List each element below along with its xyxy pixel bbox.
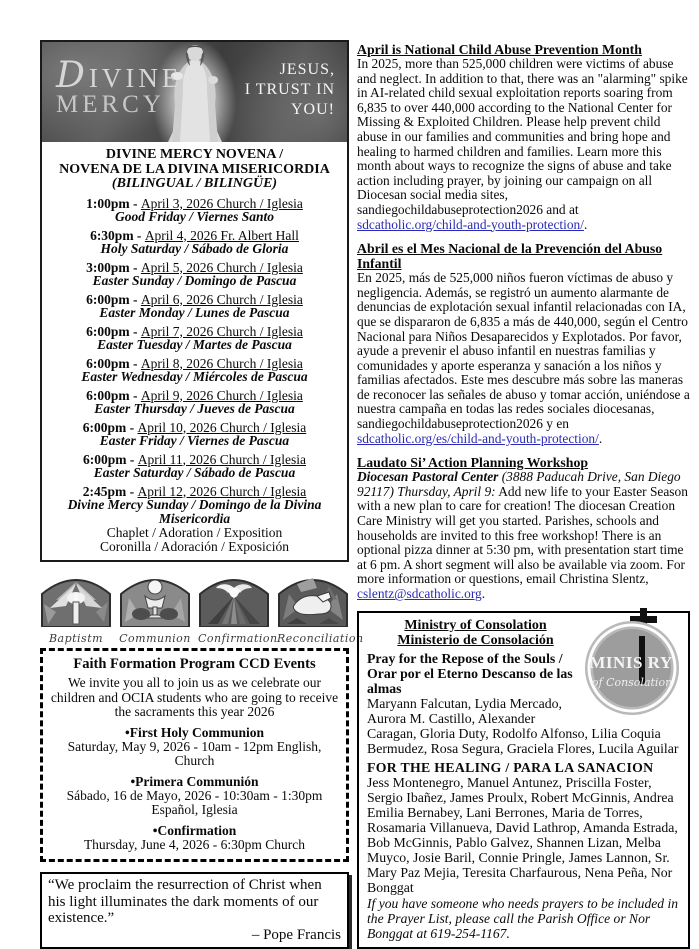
body-text: Add new life to your Easter Season with a new plan to care for creation! The diocesan Creation Care Ministry will get you started. Parishes, schools and households are invited to this free workshop! There is an optional pizza dinner at 5:30 pm, with presentation start time at 6 pm. A short segment will also be available via zoom. For more information or questions, email Christina Slentz, xyxy=(357,483,688,587)
novena-day-name: Holy Saturday / Sábado de Gloria xyxy=(100,241,289,256)
novena-time: 6:00pm - xyxy=(86,387,141,403)
novena-where: April 7, 2026 Church / Iglesia xyxy=(140,323,303,339)
ccd-event xyxy=(49,726,340,769)
right-column xyxy=(357,42,690,949)
novena-where: April 11, 2026 Church / Iglesia xyxy=(137,451,306,467)
ministry-title-en: Ministry of Consolation xyxy=(404,617,547,633)
banner-title-rest: IVINE xyxy=(88,63,183,93)
pope-quote-box xyxy=(40,872,349,949)
novena-item xyxy=(46,261,343,288)
banner-title-d: D xyxy=(56,55,89,96)
novena-day-name: Divine Mercy Sunday / Domingo de la Divina Misericordia xyxy=(67,497,322,526)
novena-item xyxy=(46,293,343,320)
novena-day-name: Easter Monday / Lunes de Pascua xyxy=(99,305,290,320)
ccd-event-detail: Saturday, May 9, 2026 - 10am - 12pm English, Church xyxy=(67,738,322,768)
novena-day-name: Easter Sunday / Domingo de Pascua xyxy=(92,273,297,288)
novena-day-name: Easter Friday / Viernes de Pascua xyxy=(99,433,290,448)
novena-item xyxy=(46,421,343,448)
novena-item xyxy=(46,389,343,416)
ccd-title: Faith Formation Program CCD Events xyxy=(73,656,316,672)
motto-line2: I TRUST IN xyxy=(244,81,335,98)
novena-where: April 10, 2026 Church / Iglesia xyxy=(137,419,307,435)
novena-item xyxy=(46,453,343,480)
ministry-of-consolation-logo-icon xyxy=(582,606,682,718)
novena-footer-es: Coronilla / Adoración / Exposición xyxy=(100,538,289,554)
novena-time: 2:45pm - xyxy=(82,483,138,499)
sacrament-baptism xyxy=(40,574,112,645)
novena-time: 1:00pm - xyxy=(86,195,141,211)
consolation-logo-area xyxy=(584,618,680,722)
novena-day-name: Easter Tuesday / Martes de Pascua xyxy=(97,337,292,352)
ccd-event-name: •First Holy Communion xyxy=(125,724,264,740)
novena-title-line3: (BILINGUAL / BILINGÜE) xyxy=(111,176,278,191)
section-laudato-si-workshop xyxy=(357,455,690,601)
novena-where: April 12, 2026 Church / Iglesia xyxy=(137,483,307,499)
repose-names-list: Maryann Falcutan, Lydia Mercado, Aurora M. Castillo, Alexander Caragan, Gloria Duty, Rodolfo Alfonso, Lilia Coquia Bermudez, Rosa Segura, Graciela Flores, Lucila Aguilar xyxy=(367,695,679,756)
novena-where: April 8, 2026 Church / Iglesia xyxy=(140,355,303,371)
communion-label: Communion xyxy=(119,632,191,645)
sacrament-confirmation xyxy=(198,574,278,645)
section-child-abuse-prevention-en xyxy=(357,42,690,232)
baptism-label: Baptistm xyxy=(48,632,104,645)
novena-time: 6:00pm - xyxy=(86,291,141,307)
child-youth-protection-es-link[interactable]: sdcatholic.org/es/child-and-youth-protection/ xyxy=(357,430,599,446)
reconciliation-label: Reconciliation xyxy=(277,632,364,645)
novena-where: April 4, 2026 Fr. Albert Hall xyxy=(144,227,299,243)
ministry-title-es: Ministerio de Consolación xyxy=(397,633,554,649)
novena-footer-en: Chaplet / Adoration / Exposition xyxy=(106,525,283,540)
ccd-intro: We invite you all to join us as we celebrate our children and OCIA students who are going to receive the sacraments this year 2026 xyxy=(50,675,339,719)
novena-time: 6:00pm - xyxy=(86,323,141,339)
novena-day-name: Good Friday / Viernes Santo xyxy=(114,209,275,224)
sacrament-windows-row xyxy=(40,574,364,645)
reconciliation-window-icon xyxy=(277,574,349,627)
body-text: En 2025, más de 525,000 niños fueron víctimas de abuso y negligencia. Además, se registró un aumento alarmante de denuncias de explotación sexual infantil relacionadas con IA, que se dispararon de 6,835 a más de 440,000, según el Centro Nacional para Niños Desaparecidos y Explotados. Por favor, ayude a prevenir el abuso infantil en nuestras familias y comunidades y aporte esperanza y sanación a los niños y familias afectados. Este mes descubre más sobre las maneras de reconocer las señales de abuso y tomar acción, uniéndose a nuestra campaña en todas las redes sociales diocesanas, sandiegochildabuseprotection2026 y en xyxy=(357,270,690,432)
banner-title-line2: MERCY xyxy=(56,91,165,118)
confirmation-label: Confirmation xyxy=(198,632,278,645)
novena-item xyxy=(46,485,343,526)
novena-day-name: Easter Thursday / Jueves de Pascua xyxy=(94,401,295,416)
novena-time: 3:00pm - xyxy=(86,259,141,275)
ccd-event-name: •Primera Communión xyxy=(130,773,259,789)
section-body xyxy=(357,57,690,232)
ccd-event-name: •Confirmation xyxy=(152,822,237,838)
novena-footer xyxy=(46,526,343,553)
ccd-event xyxy=(49,824,340,853)
novena-title-line2: NOVENA DE LA DIVINA MISERICORDIA xyxy=(59,161,330,177)
baptism-window-icon xyxy=(40,574,112,627)
novena-title xyxy=(46,148,343,192)
divine-mercy-novena-box xyxy=(40,40,349,562)
novena-item xyxy=(46,357,343,384)
ministry-of-consolation-box xyxy=(357,611,690,949)
section-heading: Laudato Si’ Action Planning Workshop xyxy=(357,455,589,471)
motto-line1: JESUS, xyxy=(279,61,335,78)
sacrament-reconciliation xyxy=(277,574,364,645)
banner-motto xyxy=(245,60,335,120)
divine-mercy-banner-image xyxy=(42,42,347,142)
quote-attribution: – Pope Francis xyxy=(251,926,341,943)
child-youth-protection-link[interactable]: sdcatholic.org/child-and-youth-protection/ xyxy=(357,216,584,232)
ccd-event xyxy=(49,775,340,818)
body-text-after: . xyxy=(598,430,603,446)
novena-day-name: Easter Wednesday / Miércoles de Pascua xyxy=(81,369,308,384)
novena-time: 6:00pm - xyxy=(82,419,138,435)
novena-where: April 3, 2026 Church / Iglesia xyxy=(140,195,303,211)
prayer-list-note: If you have someone who needs prayers to be included in the Prayer List, please call the Parish Office or Nor Bonggat at 619-254-1167. xyxy=(367,895,679,941)
healing-names-list: Jess Montenegro, Manuel Antunez, Priscilla Foster, Sergio Ibañez, James Proulx, Robert McGinnis, Andrea Emilia Bernabey, Lani Berrones, Maria de Torres, Rosamaria Villanueva, David Lathrop, Amanda Estrada, Bob McGinnis, Pablo Galvez, Shannen Lizan, Melba Muyco, Josie Baril, Connie Pringle, James Lannon, Sr. Mary Paz Mejia, Teresita Charfaurous, Nena Peña, Nor Bonggat xyxy=(367,774,678,895)
repose-heading: Pray for the Repose of the Souls / Orar por el Eterno Descanso de las almas xyxy=(367,650,573,696)
section-body xyxy=(357,271,690,446)
section-heading: April is National Child Abuse Prevention Month xyxy=(357,42,642,57)
ccd-event-detail: Thursday, June 4, 2026 - 6:30pm Church xyxy=(83,836,306,852)
healing-heading: FOR THE HEALING / PARA LA SANACION xyxy=(367,759,654,775)
novena-where: April 5, 2026 Church / Iglesia xyxy=(140,259,303,275)
email-link[interactable]: cslentz@sdcatholic.org xyxy=(357,586,482,601)
novena-time: 6:00pm - xyxy=(86,355,141,371)
novena-item xyxy=(46,229,343,256)
novena-schedule xyxy=(42,142,347,560)
svg-text:MINIS RY: MINIS RY xyxy=(589,652,673,672)
novena-time: 6:30pm - xyxy=(90,227,145,243)
ccd-event-detail: Sábado, 16 de Mayo, 2026 - 10:30am - 1:30pm Español, Iglesia xyxy=(66,787,323,817)
communion-window-icon xyxy=(119,574,191,627)
body-text: In 2025, more than 525,000 children were victims of abuse and neglect. In addition to that, there was an "alarming" spike in AI-related child sexual exploitation reports soaring from 6,835 to over 440,000 according to the National Center for Missing & Exploited Children. Please help prevent child abuse in our families and communities and bring hope and healing to harmed children and families. Learn more this month about ways to recognize the signs of abuse and take action including prayer, by joining our campaign on all Diocesan social media sites, sandiegochildabuseprotection2026 and at xyxy=(357,56,688,217)
left-column xyxy=(40,40,364,949)
venue-name: Diocesan Pastoral Center xyxy=(357,469,499,485)
section-body xyxy=(357,470,690,601)
novena-where: April 9, 2026 Church / Iglesia xyxy=(140,387,303,403)
motto-line3: YOU! xyxy=(291,101,335,118)
novena-where: April 6, 2026 Church / Iglesia xyxy=(140,291,303,307)
banner-title xyxy=(56,55,183,118)
confirmation-window-icon xyxy=(198,574,270,627)
section-heading: Abril es el Mes Nacional de la Prevención del Abuso Infantil xyxy=(357,241,663,272)
quote-text: “We proclaim the resurrection of Christ when his light illuminates the dark moments of our existence.” xyxy=(48,877,322,926)
novena-day-name: Easter Saturday / Sábado de Pascua xyxy=(93,465,296,480)
novena-item xyxy=(46,325,343,352)
novena-time: 6:00pm - xyxy=(83,451,138,467)
sacrament-communion xyxy=(119,574,191,645)
body-text-after: . xyxy=(583,216,588,232)
ccd-events-box xyxy=(40,648,349,862)
body-text-after: . xyxy=(481,586,486,601)
section-child-abuse-prevention-es xyxy=(357,241,690,446)
novena-item xyxy=(46,197,343,224)
venue-details: (3888 Paducah Drive, San Diego 92117) Thursday, April 9: xyxy=(357,469,681,499)
novena-title-line1: DIVINE MERCY NOVENA / xyxy=(105,147,284,162)
svg-text:of Consolation: of Consolation xyxy=(591,675,673,689)
